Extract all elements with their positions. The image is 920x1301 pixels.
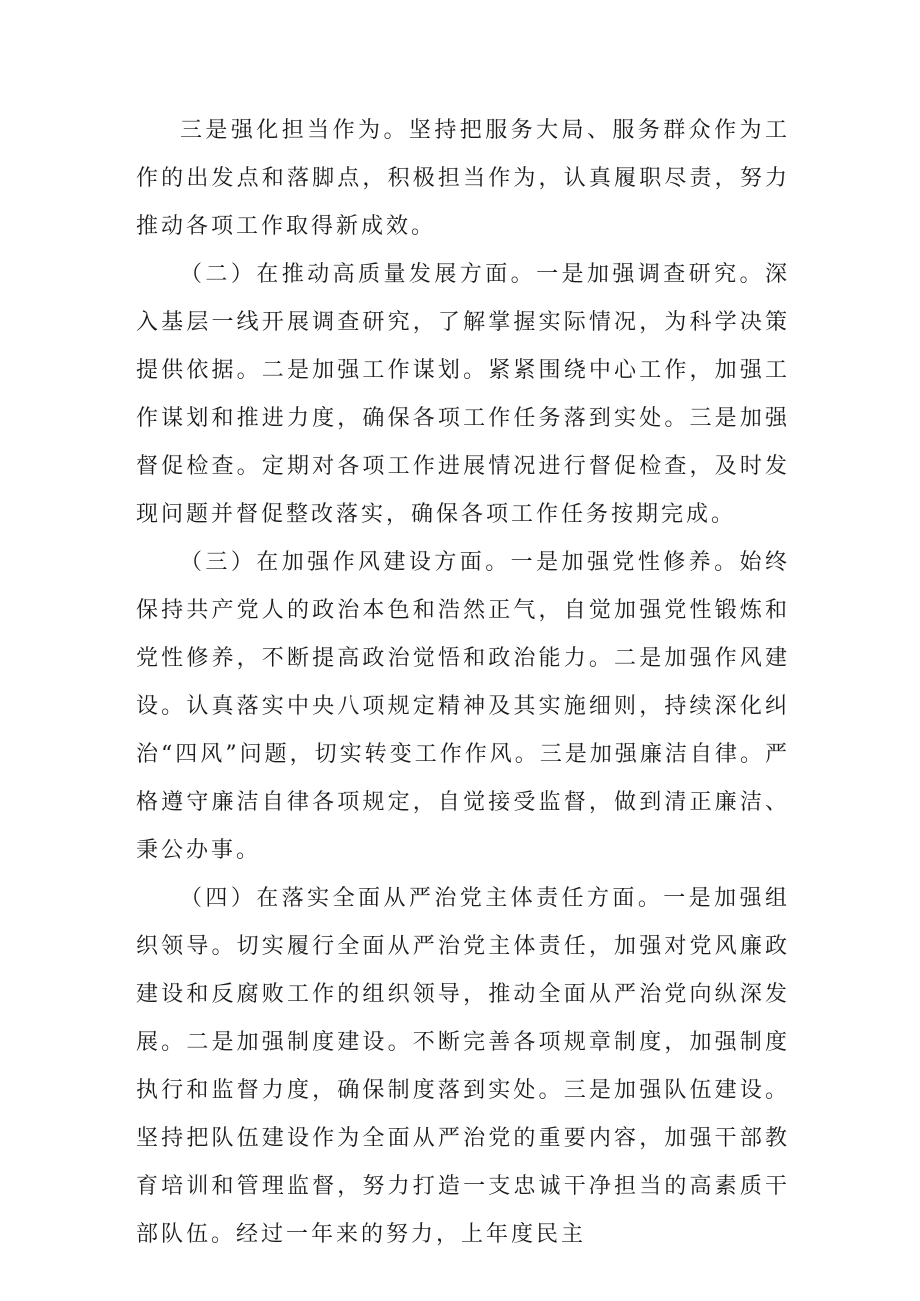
paragraph-work-style-building: （三）在加强作风建设方面。一是加强党性修养。始终保持共产党人的政治本色和浩然正气，自觉加强党性锻炼和党性修养，不断提高政治觉悟和政治能力。二是加强作风建设。认真落实中央八项规定精神及其实施细则，持续深化纠治“四风”问题，切实转变工作作风。三是加强廉洁自律。严格遵守廉洁自律各项规定，自觉接受监督，做到清正廉洁、秉公办事。 (136, 550, 790, 863)
paragraph-high-quality-development: （二）在推动高质量发展方面。一是加强调查研究。深入基层一线开展调查研究，了解掌握实际情况，为科学决策提供依据。二是加强工作谋划。紧紧围绕中心工作，加强工作谋划和推进力度，确保各项工作任务落到实处。三是加强督促检查。定期对各项工作进展情况进行督促检查，及时发现问题并督促整改落实，确保各项工作任务按期完成。 (136, 262, 790, 527)
paragraph-party-governance-responsibility: （四）在落实全面从严治党主体责任方面。一是加强组织领导。切实履行全面从严治党主体责任，加强对党风廉政建设和反腐败工作的组织领导，推动全面从严治党向纵深发展。二是加强制度建设。不断完善各项规章制度，加强制度执行和监督力度，确保制度落到实处。三是加强队伍建设。坚持把队伍建设作为全面从严治党的重要内容，加强干部教育培训和管理监督，努力打造一支忠诚干净担当的高素质干部队伍。经过一年来的努力，上年度民主 (136, 886, 790, 1247)
paragraph-strengthen-responsibility: 三是强化担当作为。坚持把服务大局、服务群众作为工作的出发点和落脚点，积极担当作为，认真履职尽责，努力推动各项工作取得新成效。 (136, 118, 790, 239)
